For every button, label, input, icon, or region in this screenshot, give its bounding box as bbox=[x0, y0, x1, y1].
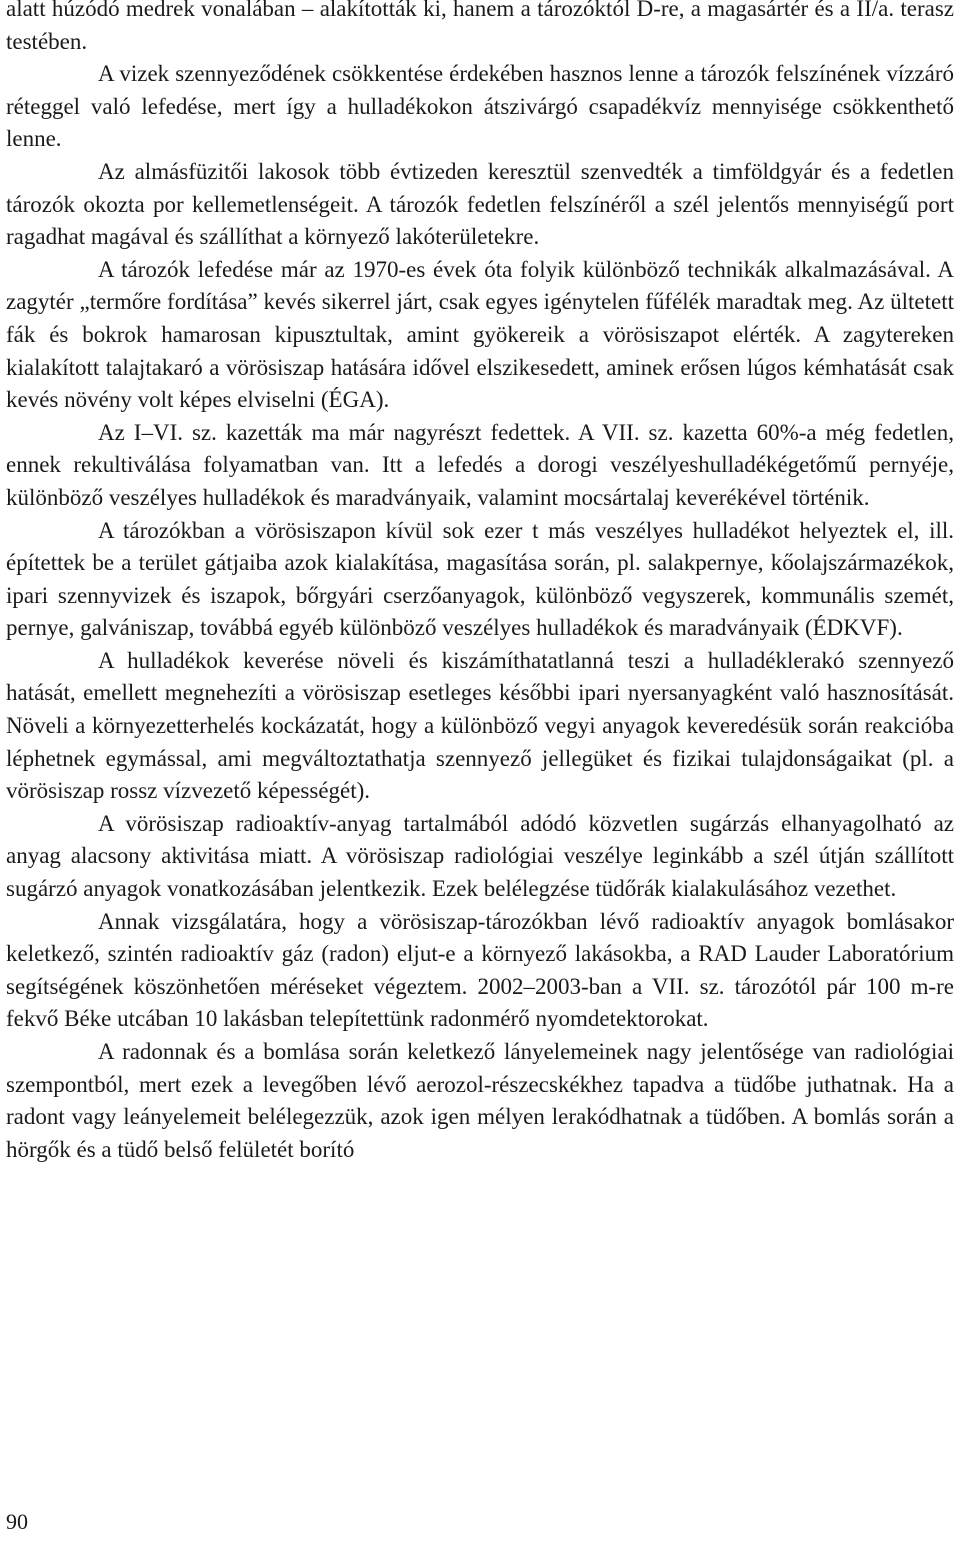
paragraph: Az I–VI. sz. kazetták ma már nagyrészt fedettek. A VII. sz. kazetta 60%-a még fedetlen, ennek rekultiválása folyamatban van. Itt a lefedés a dorogi veszélyeshulladékégetőmű pernyéje, különböző veszélyes hulladékok és maradványaik, valamint mocsártalaj keverékével történik. bbox=[6, 419, 954, 510]
page-number: 90 bbox=[6, 1509, 28, 1534]
paragraph: A tározók lefedése már az 1970-es évek óta folyik különböző technikák alkalmazásával. A zagytér „termőre fordítása” kevés sikerrel járt, csak egyes igénytelen fűfélék maradtak meg. Az ültetett fák és bokrok hamarosan kipusztultak, amint gyökereik a vörösiszapot elérték. A zagytereken kialakított talajtakaró a vörösiszap hatására idővel elszikesedett, aminek erősen lúgos kémhatását csak kevés növény volt képes elviselni (ÉGA). bbox=[6, 256, 954, 413]
paragraph: Az almásfüzitői lakosok több évtizeden keresztül szenvedték a timföldgyár és a fedetlen tározók okozta por kellemetlenségeit. A tározók fedetlen felszínéről a szél jelentős mennyiségű port ragadhat magával és szállíthat a környező lakóterületekre. bbox=[6, 158, 954, 250]
paragraph: Annak vizsgálatára, hogy a vörösiszap-tározókban lévő radioaktív anyagok bomlásakor keletkező, szintén radioaktív gáz (radon) eljut-e a környező lakásokba, a RAD Lauder Laboratórium segítségének köszönhetően méréseket végeztem. 2002–2003-ban a VII. sz. tározótól pár 100 m-re fekvő Béke utcában 10 lakásban telepítettünk radonmérő nyomdetektorokat. bbox=[6, 908, 954, 1032]
paragraph: A radonnak és a bomlása során keletkező lányelemeinek nagy jelentősége van radiológiai szempontból, mert ezek a levegőben lévő aerozol-részecskékhez tapadva a tüdőbe juthatnak. Ha a radont vagy leányelemeit belélegezzük, azok igen mélyen lerakódhatnak a tüdőben. A bomlás során a hörgők és a tüdő belső felületét borító bbox=[6, 1039, 954, 1162]
paragraph: A hulladékok keverése növeli és kiszámíthatatlanná teszi a hulladéklerakó szennyező hatását, emellett megnehezíti a vörösiszap esetleges későbbi ipari nyersanyagként való hasznosítását. Növeli a környezetterhelés kockázatát, hogy a különböző vegyi anyagok keveredésük során reakcióba léphetnek egymással, ami megváltoztathatja szennyező jellegüket és fizikai tulajdonságaikat (pl. a vörösiszap rossz vízvezető képességét). bbox=[6, 647, 954, 804]
paragraph: A tározókban a vörösiszapon kívül sok ezer t más veszélyes hulladékot helyeztek el, ill. építettek be a terület gátjaiba azok kialakítása, magasítása során, pl. salakpernye, kőolajszármazékok, ipari szennyvizek és iszapok, bőrgyári cserzőanyagok, különböző vegyszerek, kommunális szemét, pernye, galvániszap, továbbá egyéb különböző veszélyes hulladékok és maradványaik (ÉDKVF). bbox=[6, 517, 954, 641]
paragraph: A vizek szennyeződének csökkentése érdekében hasznos lenne a tározók felszínének vízzáró réteggel való lefedése, mert így a hulladékokon átszivárgó csapadékvíz mennyisége csökkenthető lenne. bbox=[6, 61, 954, 152]
body-text bbox=[6, 0, 954, 1166]
paragraph-continuation: alatt húzódó medrek vonalában – alakították ki, hanem a tározóktól D-re, a magasártér és a II/a. terasz testében. bbox=[6, 0, 954, 54]
paragraph: A vörösiszap radioaktív-anyag tartalmából adódó közvetlen sugárzás elhanyagolható az anyag alacsony aktivitása miatt. A vörösiszap radiológiai veszélye leginkább a szél útján szállított sugárzó anyagok vonatkozásában jelentkezik. Ezek belélegzése tüdőrák kialakulásához vezethet. bbox=[6, 810, 954, 902]
